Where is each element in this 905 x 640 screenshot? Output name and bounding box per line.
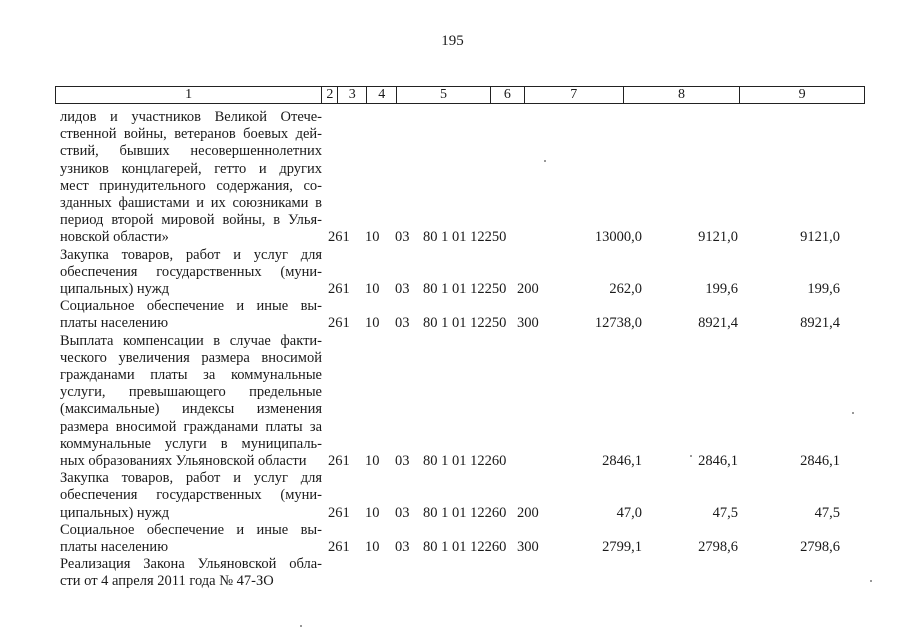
cell-col4: 03: [395, 315, 410, 332]
description-line: зданных фашистами и их союзниками в: [60, 194, 322, 211]
cell-col4: 03: [395, 229, 410, 246]
cell-col7: 12738,0: [594, 315, 642, 332]
cell-col3: 10: [365, 229, 380, 246]
description-line: ципальных) нужд: [60, 504, 170, 521]
cell-col6: 300: [517, 315, 539, 332]
cell-col3: 10: [365, 504, 380, 521]
cell-col6: 300: [517, 539, 539, 555]
column-header-6: 6: [490, 87, 524, 103]
scan-speck: [544, 160, 546, 162]
description-line: Закупка товаров, работ и услуг для: [60, 246, 322, 263]
description-line: узников концлагерей, гетто и других: [60, 160, 322, 177]
cell-col8: 199,6: [705, 281, 738, 297]
description-line: (максимальные) индексы изменения: [60, 401, 322, 418]
description-line: ческого увеличения размера вносимой: [60, 349, 322, 366]
table-header-row: [55, 86, 865, 104]
column-header-5: 5: [396, 87, 490, 103]
column-header-3: 3: [337, 87, 366, 103]
description-line: ципальных) нужд: [60, 280, 170, 297]
cell-col3: 10: [365, 453, 380, 469]
column-header-1: 1: [185, 87, 193, 102]
description-line: обеспечения государственных (муни-: [60, 263, 322, 280]
cell-col3: 10: [365, 315, 380, 332]
description-line: ствий, бывших несовершеннолетних: [60, 143, 322, 160]
cell-col8: 2798,6: [698, 539, 738, 555]
cell-col3: 10: [365, 281, 380, 297]
description-line: ных образованиях Ульяновской области: [60, 452, 307, 469]
description-line: размера вносимой гражданами платы за: [60, 418, 322, 435]
cell-col4: 03: [395, 281, 410, 297]
column-header-9: 9: [739, 87, 864, 103]
cell-col2: 261: [328, 281, 350, 297]
row-description: [60, 522, 322, 556]
description-line: коммунальные услуги в муниципаль-: [60, 435, 322, 452]
cell-col5: 80 1 01 12250: [423, 315, 507, 332]
column-header-4: 4: [366, 87, 396, 103]
cell-col4: 03: [395, 453, 410, 469]
cell-col9: 199,6: [807, 281, 840, 297]
row-description: [60, 298, 322, 332]
row-description: [60, 247, 322, 299]
cell-col3: 10: [365, 539, 380, 555]
description-line: новской области»: [60, 229, 169, 246]
cell-col4: 03: [395, 539, 410, 555]
description-line: платы населению: [60, 538, 169, 555]
cell-col9: 9121,0: [800, 229, 840, 246]
cell-col5: 80 1 01 12260: [423, 453, 507, 469]
cell-col2: 261: [328, 539, 350, 555]
cell-col9: 2846,1: [800, 453, 840, 469]
cell-col7: 13000,0: [594, 229, 642, 246]
description-line: Закупка товаров, работ и услуг для: [60, 470, 322, 487]
cell-col8: 2846,1: [698, 453, 738, 469]
scan-speck: [690, 455, 692, 457]
cell-col2: 261: [328, 229, 350, 246]
cell-col9: 47,5: [814, 504, 840, 521]
cell-col7: 262,0: [609, 281, 642, 297]
cell-col8: 8921,4: [698, 315, 738, 332]
cell-col2: 261: [328, 504, 350, 521]
scan-speck: [870, 580, 872, 582]
cell-col8: 47,5: [712, 504, 738, 521]
row-description: [60, 109, 322, 247]
cell-col9: 2798,6: [800, 539, 840, 555]
description-line: обеспечения государственных (муни-: [60, 487, 322, 504]
description-line: сти от 4 апреля 2011 года № 47-ЗО: [60, 573, 274, 590]
cell-col6: 200: [517, 504, 539, 521]
description-line: Социальное обеспечение и иные вы-: [60, 298, 322, 315]
cell-col2: 261: [328, 453, 350, 469]
cell-col8: 9121,0: [698, 229, 738, 246]
description-line: период второй мировой войны, в Улья-: [60, 212, 322, 229]
row-description: [60, 470, 322, 522]
scan-speck: [852, 412, 854, 414]
description-line: гражданами платы за коммунальные: [60, 366, 322, 383]
cell-col4: 03: [395, 504, 410, 521]
description-line: Реализация Закона Ульяновской обла-: [60, 556, 322, 573]
description-line: ственной войны, ветеранов боевых дей-: [60, 126, 322, 143]
cell-col5: 80 1 01 12260: [423, 539, 507, 555]
cell-col5: 80 1 01 12260: [423, 504, 507, 521]
scan-speck: [300, 625, 302, 627]
cell-col2: 261: [328, 315, 350, 332]
column-header-8: 8: [623, 87, 740, 103]
row-description: [60, 556, 322, 590]
cell-col5: 80 1 01 12250: [423, 229, 507, 246]
row-description: [60, 333, 322, 471]
column-header-7: 7: [524, 87, 623, 103]
cell-col5: 80 1 01 12250: [423, 281, 507, 297]
description-line: платы населению: [60, 315, 169, 332]
column-header-2: 2: [321, 87, 337, 103]
description-line: Выплата компенсации в случае факти-: [60, 332, 322, 349]
page-number: 195: [441, 33, 464, 49]
cell-col6: 200: [517, 281, 539, 297]
cell-col7: 2799,1: [602, 539, 642, 555]
cell-col7: 2846,1: [602, 453, 642, 469]
description-line: мест принудительного содержания, со-: [60, 177, 322, 194]
description-line: Социальное обеспечение и иные вы-: [60, 521, 322, 538]
cell-col7: 47,0: [616, 504, 642, 521]
description-line: лидов и участников Великой Отече-: [60, 109, 322, 125]
cell-col9: 8921,4: [800, 315, 840, 332]
description-line: услуги, превышающего предельные: [60, 384, 322, 401]
